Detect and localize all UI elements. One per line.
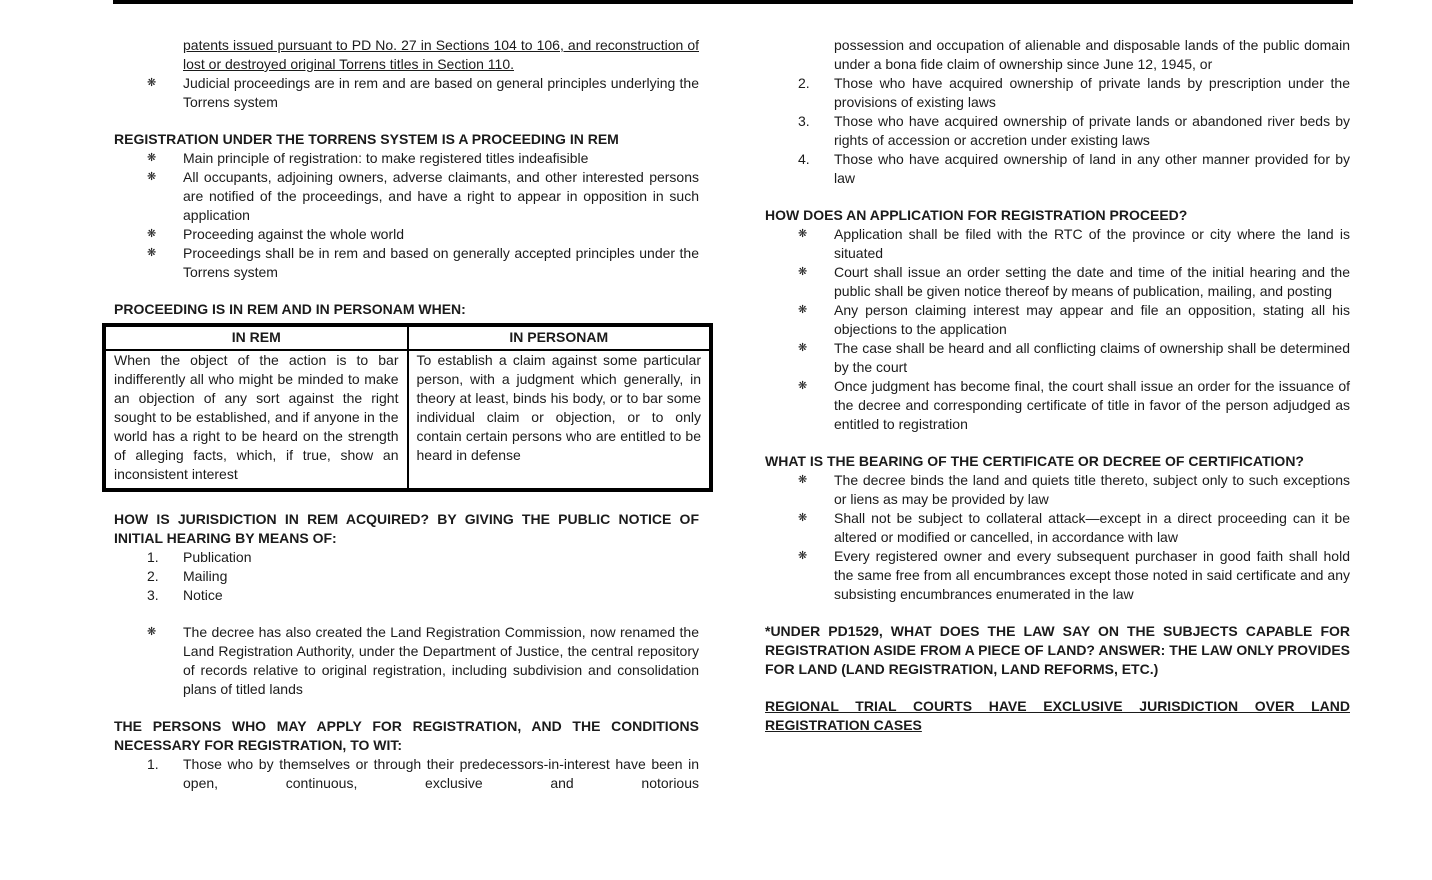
bullet-item — [765, 547, 1350, 604]
section-heading-bearing-of-certificate: WHAT IS THE BEARING OF THE CERTIFICATE OR DECREE OF CERTIFICATION? — [765, 453, 1304, 469]
item-number: 2. — [147, 568, 159, 584]
numbered-text: Those who have acquired ownership of land in any other manner provided for by law — [834, 151, 1350, 186]
flower-bullet-icon: ❋ — [798, 304, 808, 316]
bullet-text: Proceedings shall be in rem and based on generally accepted principles under the Torrens system — [183, 245, 699, 280]
flower-bullet-icon: ❋ — [798, 266, 808, 278]
intro-continuation-underlined: patents issued pursuant to PD No. 27 in Sections 104 to 106, and reconstruction of lost or destroyed original Torrens titles in Section 110. — [183, 37, 699, 72]
numbered-text: Publication — [183, 549, 252, 565]
bullet-text: Main principle of registration: to make registered titles indeafisible — [183, 150, 589, 166]
bullet-item — [765, 263, 1350, 301]
bullet-text: Proceeding against the whole world — [183, 226, 405, 242]
bullet-item — [114, 74, 699, 112]
flower-bullet-icon: ❋ — [147, 77, 157, 89]
comparison-table — [102, 323, 713, 492]
flower-bullet-icon: ❋ — [798, 228, 808, 240]
item-number: 2. — [798, 75, 810, 91]
table-header-in-rem: IN REM — [104, 325, 408, 350]
numbered-item — [114, 567, 699, 586]
numbered-text: Notice — [183, 587, 223, 603]
bullet-text: The case shall be heard and all conflicting claims of ownership shall be determined by the court — [834, 340, 1350, 375]
table-header-row — [104, 325, 711, 350]
numbered-item — [765, 112, 1350, 150]
numbered-text: Those who have acquired ownership of private lands by prescription under the provisions of existing laws — [834, 75, 1350, 110]
bullet-text: Any person claiming interest may appear and file an opposition, stating all his objections to the application — [834, 302, 1350, 337]
bullet-text: Once judgment has become final, the court shall issue an order for the issuance of the decree and corresponding certificate of title in favor of the person adjudged as entitled to registration — [834, 378, 1350, 432]
comparison-table-wrap — [114, 323, 699, 492]
flower-bullet-icon: ❋ — [798, 342, 808, 354]
left-column — [114, 36, 699, 793]
item-number: 1. — [147, 756, 159, 772]
item-number: 4. — [798, 151, 810, 167]
bullet-item — [114, 225, 699, 244]
bullet-item — [765, 225, 1350, 263]
flower-bullet-icon: ❋ — [798, 380, 808, 392]
numbered-item — [114, 586, 699, 605]
section-heading-jurisdiction-in-rem: HOW IS JURISDICTION IN REM ACQUIRED? BY GIVING THE PUBLIC NOTICE OF INITIAL HEARING BY MEANS OF: — [114, 511, 699, 546]
right-column — [765, 36, 1350, 735]
item-number: 1. — [147, 549, 159, 565]
bullet-text: Judicial proceedings are in rem and are based on general principles underlying the Torrens system — [183, 75, 699, 110]
bullet-text: Shall not be subject to collateral attack—except in a direct proceeding can it be altered or modified or cancelled, in accordance with law — [834, 510, 1350, 545]
bullet-item — [765, 339, 1350, 377]
flower-bullet-icon: ❋ — [147, 247, 157, 259]
section-heading-registration-in-rem: REGISTRATION UNDER THE TORRENS SYSTEM IS A PROCEEDING IN REM — [114, 131, 619, 147]
flower-bullet-icon: ❋ — [147, 626, 157, 638]
item-number: 3. — [798, 113, 810, 129]
item-number: 3. — [147, 587, 159, 603]
bullet-text: Application shall be filed with the RTC of the province or city where the land is situated — [834, 226, 1350, 261]
bullet-text: The decree has also created the Land Registration Commission, now renamed the Land Registration Authority, under the Department of Justice, the central repository of records relative to original registration, including subdivision and consolidation plans of titled lands — [183, 624, 699, 697]
flower-bullet-icon: ❋ — [798, 512, 808, 524]
numbered-text: Those who have acquired ownership of private lands or abandoned river beds by rights of accession or accretion under existing laws — [834, 113, 1350, 148]
bullet-text: Court shall issue an order setting the date and time of the initial hearing and the public shall be given notice thereof by means of publication, mailing, and posting — [834, 264, 1350, 299]
numbered-item — [765, 74, 1350, 112]
numbered-text: Those who by themselves or through their predecessors-in-interest have been in open, continuous, exclusive and notorious — [183, 756, 699, 791]
bullet-item — [765, 509, 1350, 547]
bullet-item — [765, 301, 1350, 339]
bullet-item — [114, 149, 699, 168]
numbered-text: Mailing — [183, 568, 228, 584]
bullet-item — [765, 471, 1350, 509]
bullet-item — [114, 244, 699, 282]
section-heading-rtc-exclusive-jurisdiction: REGIONAL TRIAL COURTS HAVE EXCLUSIVE JURISDICTION OVER LAND REGISTRATION CASES — [765, 698, 1350, 733]
bullet-text: Every registered owner and every subsequent purchaser in good faith shall hold the same free from all encumbrances except those noted in said certificate and any subsisting encumbrances enumerated in the law — [834, 548, 1350, 602]
bullet-text: All occupants, adjoining owners, adverse claimants, and other interested persons are notified of the proceedings, and have a right to appear in opposition in such application — [183, 169, 699, 223]
bullet-item — [765, 377, 1350, 434]
flower-bullet-icon: ❋ — [798, 550, 808, 562]
table-body-row — [104, 350, 711, 490]
bullet-text: The decree binds the land and quiets title thereto, subject only to such exceptions or liens as may be provided by law — [834, 472, 1350, 507]
flower-bullet-icon: ❋ — [798, 474, 808, 486]
numbered-item — [765, 150, 1350, 188]
flower-bullet-icon: ❋ — [147, 171, 157, 183]
section-heading-proceeding-in-rem-personam: PROCEEDING IS IN REM AND IN PERSONAM WHEN: — [114, 301, 466, 317]
bullet-item — [114, 623, 699, 699]
flower-bullet-icon: ❋ — [147, 228, 157, 240]
list-continuation-text: possession and occupation of alienable and disposable lands of the public domain under a bona fide claim of ownership since June 12, 1945, or — [834, 37, 1350, 72]
table-cell-in-personam: To establish a claim against some particular person, with a judgment which generally, in theory at least, binds his body, or to bar some individual claim or objection, or to only contain certain persons who are entitled to be heard in defense — [408, 350, 712, 490]
table-header-in-personam: IN PERSONAM — [408, 325, 712, 350]
table-cell-in-rem: When the object of the action is to bar indifferently all who might be minded to make an objection of any sort against the right sought to be established, and if anyone in the world has a right to be heard on the strength of alleging facts, which, if true, show an inconsistent interest — [104, 350, 408, 490]
page-top-rule — [113, 0, 1353, 4]
numbered-item — [114, 548, 699, 567]
bullet-item — [114, 168, 699, 225]
section-heading-application-proceed: HOW DOES AN APPLICATION FOR REGISTRATION PROCEED? — [765, 207, 1188, 223]
numbered-item — [114, 755, 699, 793]
flower-bullet-icon: ❋ — [147, 152, 157, 164]
section-heading-persons-who-may-apply: THE PERSONS WHO MAY APPLY FOR REGISTRATION, AND THE CONDITIONS NECESSARY FOR REGISTRATION, TO WIT: — [114, 718, 699, 753]
section-heading-under-pd1529: *UNDER PD1529, WHAT DOES THE LAW SAY ON THE SUBJECTS CAPABLE FOR REGISTRATION ASIDE FROM A PIECE OF LAND? ANSWER: THE LAW ONLY PROVIDES FOR LAND (LAND REGISTRATION, LAND REFORMS, ETC.) — [765, 623, 1350, 677]
